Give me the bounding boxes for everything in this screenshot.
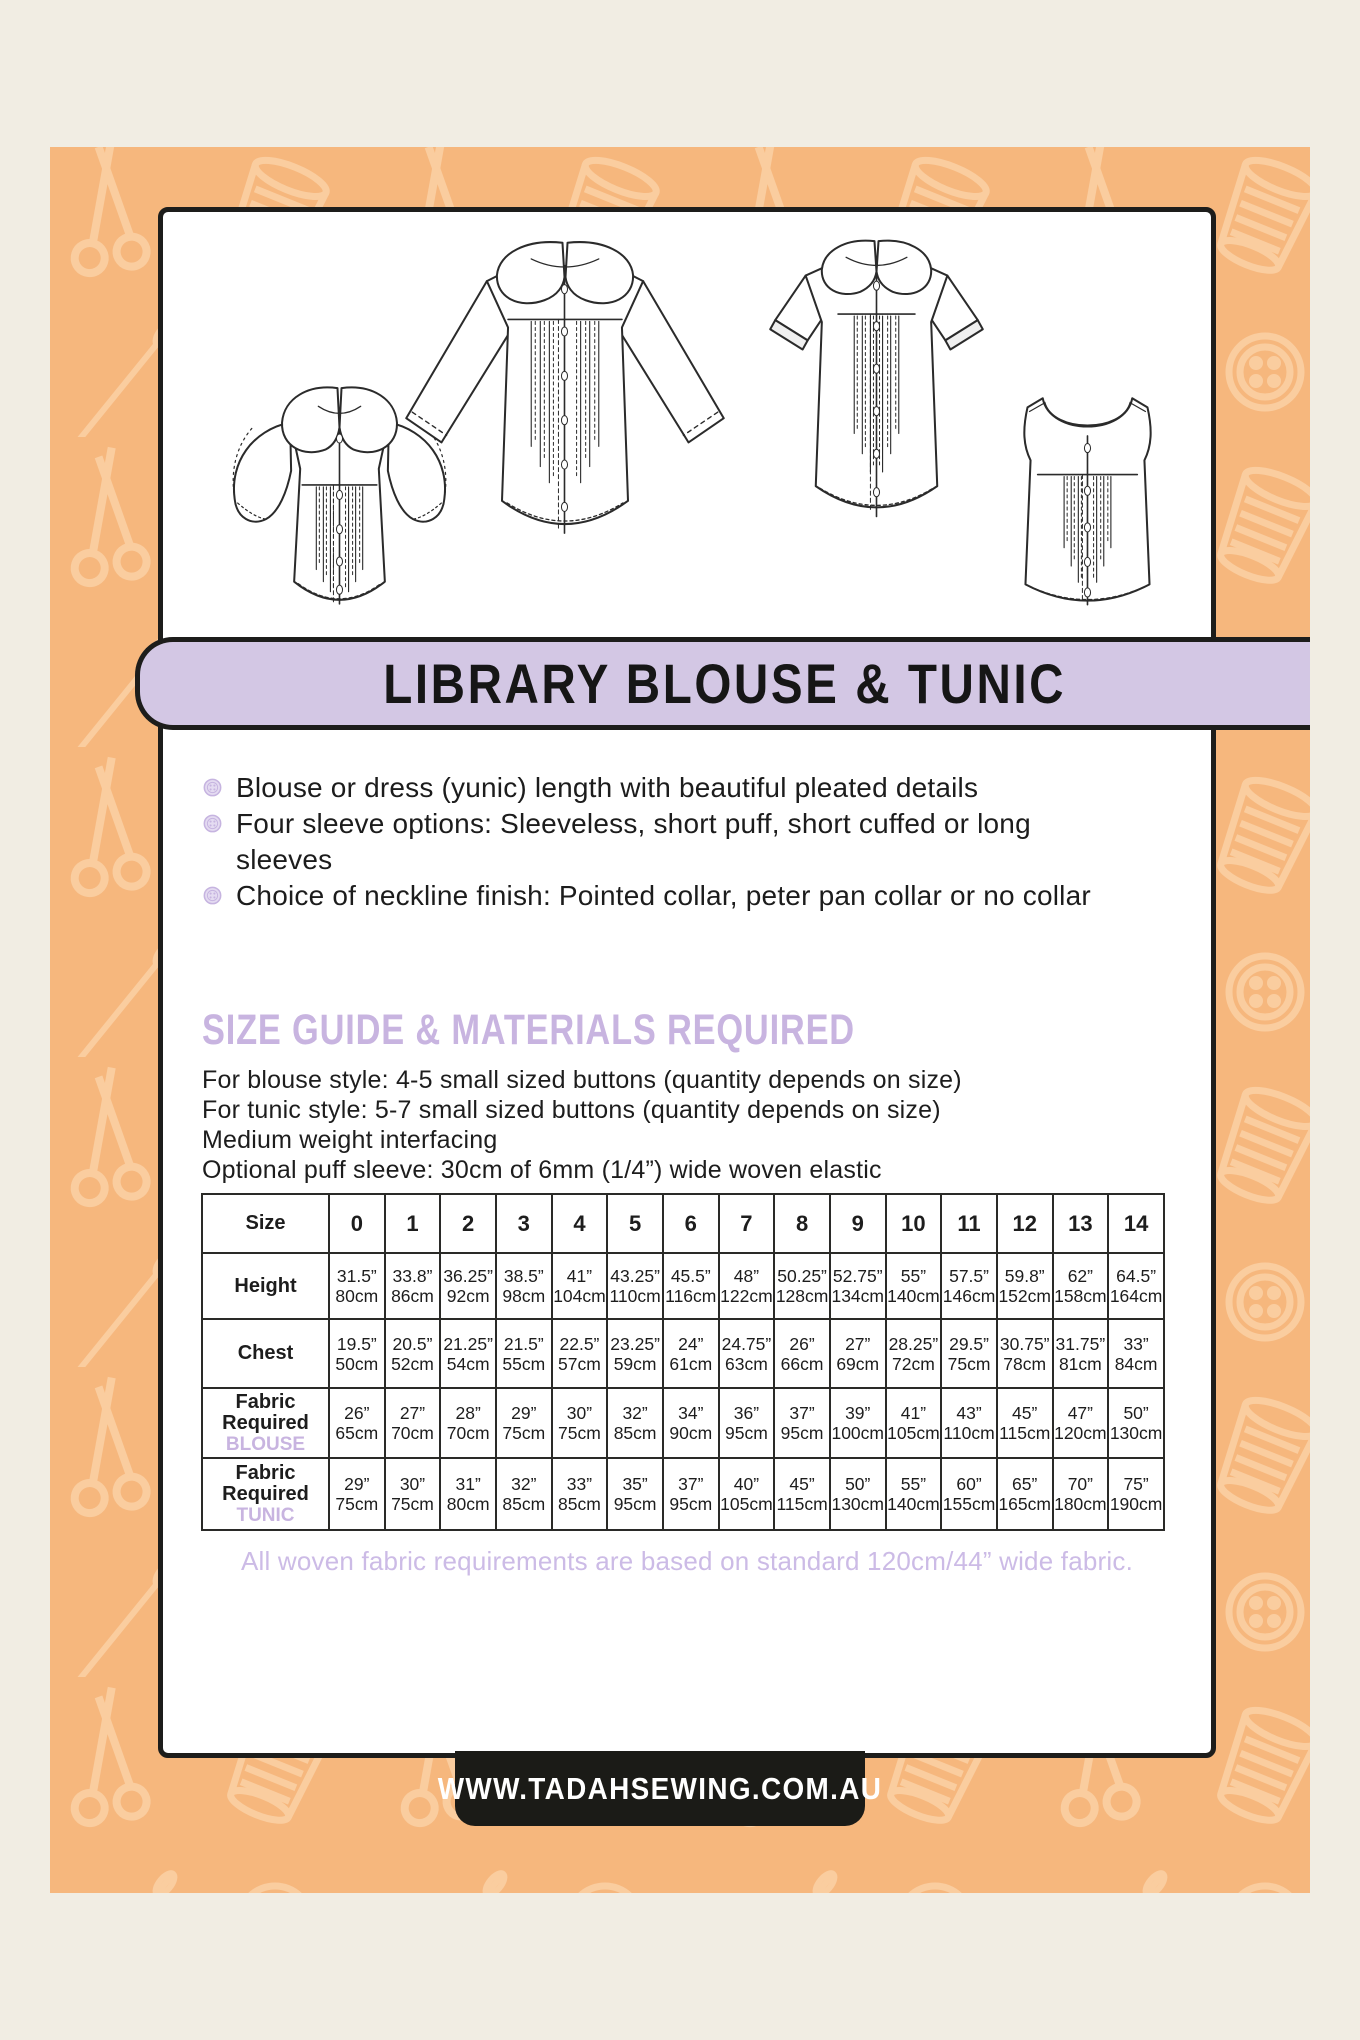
size-table-row <box>202 1458 1164 1530</box>
measurement-cell: 45.5” 116cm <box>663 1253 719 1319</box>
sleeveless-blouse-drawing <box>997 385 1179 621</box>
title-banner <box>135 637 1310 730</box>
size-column-header: 2 <box>440 1194 496 1253</box>
feature-text: Choice of neckline finish: Pointed collar, peter pan collar or no collar <box>236 880 1091 911</box>
measurement-cell: 50.25” 128cm <box>774 1253 830 1319</box>
measurement-cell: 70” 180cm <box>1053 1458 1109 1530</box>
measurement-cell: 47” 120cm <box>1053 1388 1109 1458</box>
size-column-header: 7 <box>719 1194 775 1253</box>
size-column-header: 1 <box>385 1194 441 1253</box>
size-table-header-row <box>202 1194 1164 1253</box>
measurement-cell: 29.5” 75cm <box>941 1319 997 1388</box>
material-line: For blouse style: 4-5 small sized buttons (quantity depends on size) <box>202 1066 962 1094</box>
row-label-variant: TUNIC <box>236 1504 295 1526</box>
button-bullet-icon <box>203 778 222 797</box>
size-column-header: 10 <box>886 1194 942 1253</box>
button-bullet-icon <box>203 886 222 905</box>
row-label: Chest <box>202 1319 329 1388</box>
size-table-row <box>202 1388 1164 1458</box>
size-column-header: 0 <box>329 1194 385 1253</box>
measurement-cell: 32” 85cm <box>607 1388 663 1458</box>
measurement-cell: 28” 70cm <box>440 1388 496 1458</box>
measurement-cell: 19.5” 50cm <box>329 1319 385 1388</box>
long-sleeve-tunic-drawing <box>378 228 752 558</box>
measurement-cell: 65” 165cm <box>997 1458 1053 1530</box>
measurement-cell: 31.75” 81cm <box>1053 1319 1109 1388</box>
measurement-cell: 29” 75cm <box>496 1388 552 1458</box>
row-label: Height <box>202 1253 329 1319</box>
measurement-cell: 24.75” 63cm <box>719 1319 775 1388</box>
measurement-cell: 41” 104cm <box>552 1253 608 1319</box>
measurement-cell: 37” 95cm <box>663 1458 719 1530</box>
measurement-cell: 20.5” 52cm <box>385 1319 441 1388</box>
measurement-cell: 59.8” 152cm <box>997 1253 1053 1319</box>
measurement-cell: 30” 75cm <box>552 1388 608 1458</box>
measurement-cell: 45” 115cm <box>997 1388 1053 1458</box>
measurement-cell: 55” 140cm <box>886 1458 942 1530</box>
measurement-cell: 62” 158cm <box>1053 1253 1109 1319</box>
measurement-cell: 36.25” 92cm <box>440 1253 496 1319</box>
measurement-cell: 35” 95cm <box>607 1458 663 1530</box>
feature-item <box>203 770 1103 806</box>
measurement-cell: 43” 110cm <box>941 1388 997 1458</box>
measurement-cell: 21.25” 54cm <box>440 1319 496 1388</box>
measurement-cell: 41” 105cm <box>886 1388 942 1458</box>
size-table <box>201 1193 1165 1531</box>
measurement-cell: 33.8” 86cm <box>385 1253 441 1319</box>
measurement-cell: 34” 90cm <box>663 1388 719 1458</box>
measurement-cell: 50” 130cm <box>830 1458 886 1530</box>
size-table-row <box>202 1319 1164 1388</box>
measurement-cell: 33” 84cm <box>1108 1319 1164 1388</box>
measurement-cell: 29” 75cm <box>329 1458 385 1530</box>
measurement-cell: 37” 95cm <box>774 1388 830 1458</box>
website-url: WWW.TADAHSEWING.COM.AU <box>437 1770 883 1806</box>
feature-list <box>203 770 1103 914</box>
measurement-cell: 45” 115cm <box>774 1458 830 1530</box>
size-column-header: 3 <box>496 1194 552 1253</box>
material-line: Optional puff sleeve: 30cm of 6mm (1/4”) wide woven elastic <box>202 1156 882 1184</box>
row-label: Fabric Required BLOUSE <box>202 1388 329 1458</box>
row-label-variant: BLOUSE <box>225 1433 306 1455</box>
measurement-cell: 22.5” 57cm <box>552 1319 608 1388</box>
measurement-cell: 33” 85cm <box>552 1458 608 1530</box>
measurement-cell: 27” 70cm <box>385 1388 441 1458</box>
measurement-cell: 48” 122cm <box>719 1253 775 1319</box>
measurement-cell: 31.5” 80cm <box>329 1253 385 1319</box>
short-cuffed-sleeve-tunic-drawing <box>753 231 1000 555</box>
size-column-header: 5 <box>607 1194 663 1253</box>
measurement-cell: 64.5” 164cm <box>1108 1253 1164 1319</box>
size-guide-heading: SIZE GUIDE & MATERIALS REQUIRED <box>202 1006 855 1054</box>
measurement-cell: 43.25” 110cm <box>607 1253 663 1319</box>
fabric-width-footnote: All woven fabric requirements are based on standard 120cm/44” wide fabric. <box>240 1546 1134 1576</box>
size-column-header: 12 <box>997 1194 1053 1253</box>
measurement-cell: 40” 105cm <box>719 1458 775 1530</box>
website-bar <box>437 1751 883 1826</box>
measurement-cell: 75” 190cm <box>1108 1458 1164 1530</box>
measurement-cell: 50” 130cm <box>1108 1388 1164 1458</box>
size-column-header: 14 <box>1108 1194 1164 1253</box>
measurement-cell: 23.25” 59cm <box>607 1319 663 1388</box>
measurement-cell: 36” 95cm <box>719 1388 775 1458</box>
materials-list <box>202 1065 962 1185</box>
feature-item <box>203 806 1103 878</box>
measurement-cell: 60” 155cm <box>941 1458 997 1530</box>
measurement-cell: 57.5” 146cm <box>941 1253 997 1319</box>
measurement-cell: 24” 61cm <box>663 1319 719 1388</box>
measurement-cell: 38.5” 98cm <box>496 1253 552 1319</box>
row-label: Fabric Required TUNIC <box>202 1458 329 1530</box>
size-column-header: 13 <box>1053 1194 1109 1253</box>
measurement-cell: 31” 80cm <box>440 1458 496 1530</box>
measurement-cell: 21.5” 55cm <box>496 1319 552 1388</box>
button-bullet-icon <box>203 814 222 833</box>
size-column-header: 4 <box>552 1194 608 1253</box>
measurement-cell: 30.75” 78cm <box>997 1319 1053 1388</box>
material-line: Medium weight interfacing <box>202 1126 498 1154</box>
measurement-cell: 27” 69cm <box>830 1319 886 1388</box>
measurement-cell: 55” 140cm <box>886 1253 942 1319</box>
measurement-cell: 28.25” 72cm <box>886 1319 942 1388</box>
measurement-cell: 26” 66cm <box>774 1319 830 1388</box>
size-column-header: 8 <box>774 1194 830 1253</box>
size-column-header: 6 <box>663 1194 719 1253</box>
size-table-header-label: Size <box>202 1194 329 1253</box>
feature-text: Four sleeve options: Sleeveless, short puff, short cuffed or long sleeves <box>236 808 1031 875</box>
size-column-header: 9 <box>830 1194 886 1253</box>
measurement-cell: 32” 85cm <box>496 1458 552 1530</box>
measurement-cell: 30” 75cm <box>385 1458 441 1530</box>
feature-item <box>203 878 1103 914</box>
info-card <box>158 207 1216 1758</box>
size-table-row <box>202 1253 1164 1319</box>
page-title: LIBRARY BLOUSE & TUNIC <box>383 652 1067 715</box>
measurement-cell: 26” 65cm <box>329 1388 385 1458</box>
measurement-cell: 39” 100cm <box>830 1388 886 1458</box>
measurement-cell: 52.75” 134cm <box>830 1253 886 1319</box>
material-line: For tunic style: 5-7 small sized buttons (quantity depends on size) <box>202 1096 941 1124</box>
feature-text: Blouse or dress (yunic) length with beautiful pleated details <box>236 772 979 803</box>
size-column-header: 11 <box>941 1194 997 1253</box>
